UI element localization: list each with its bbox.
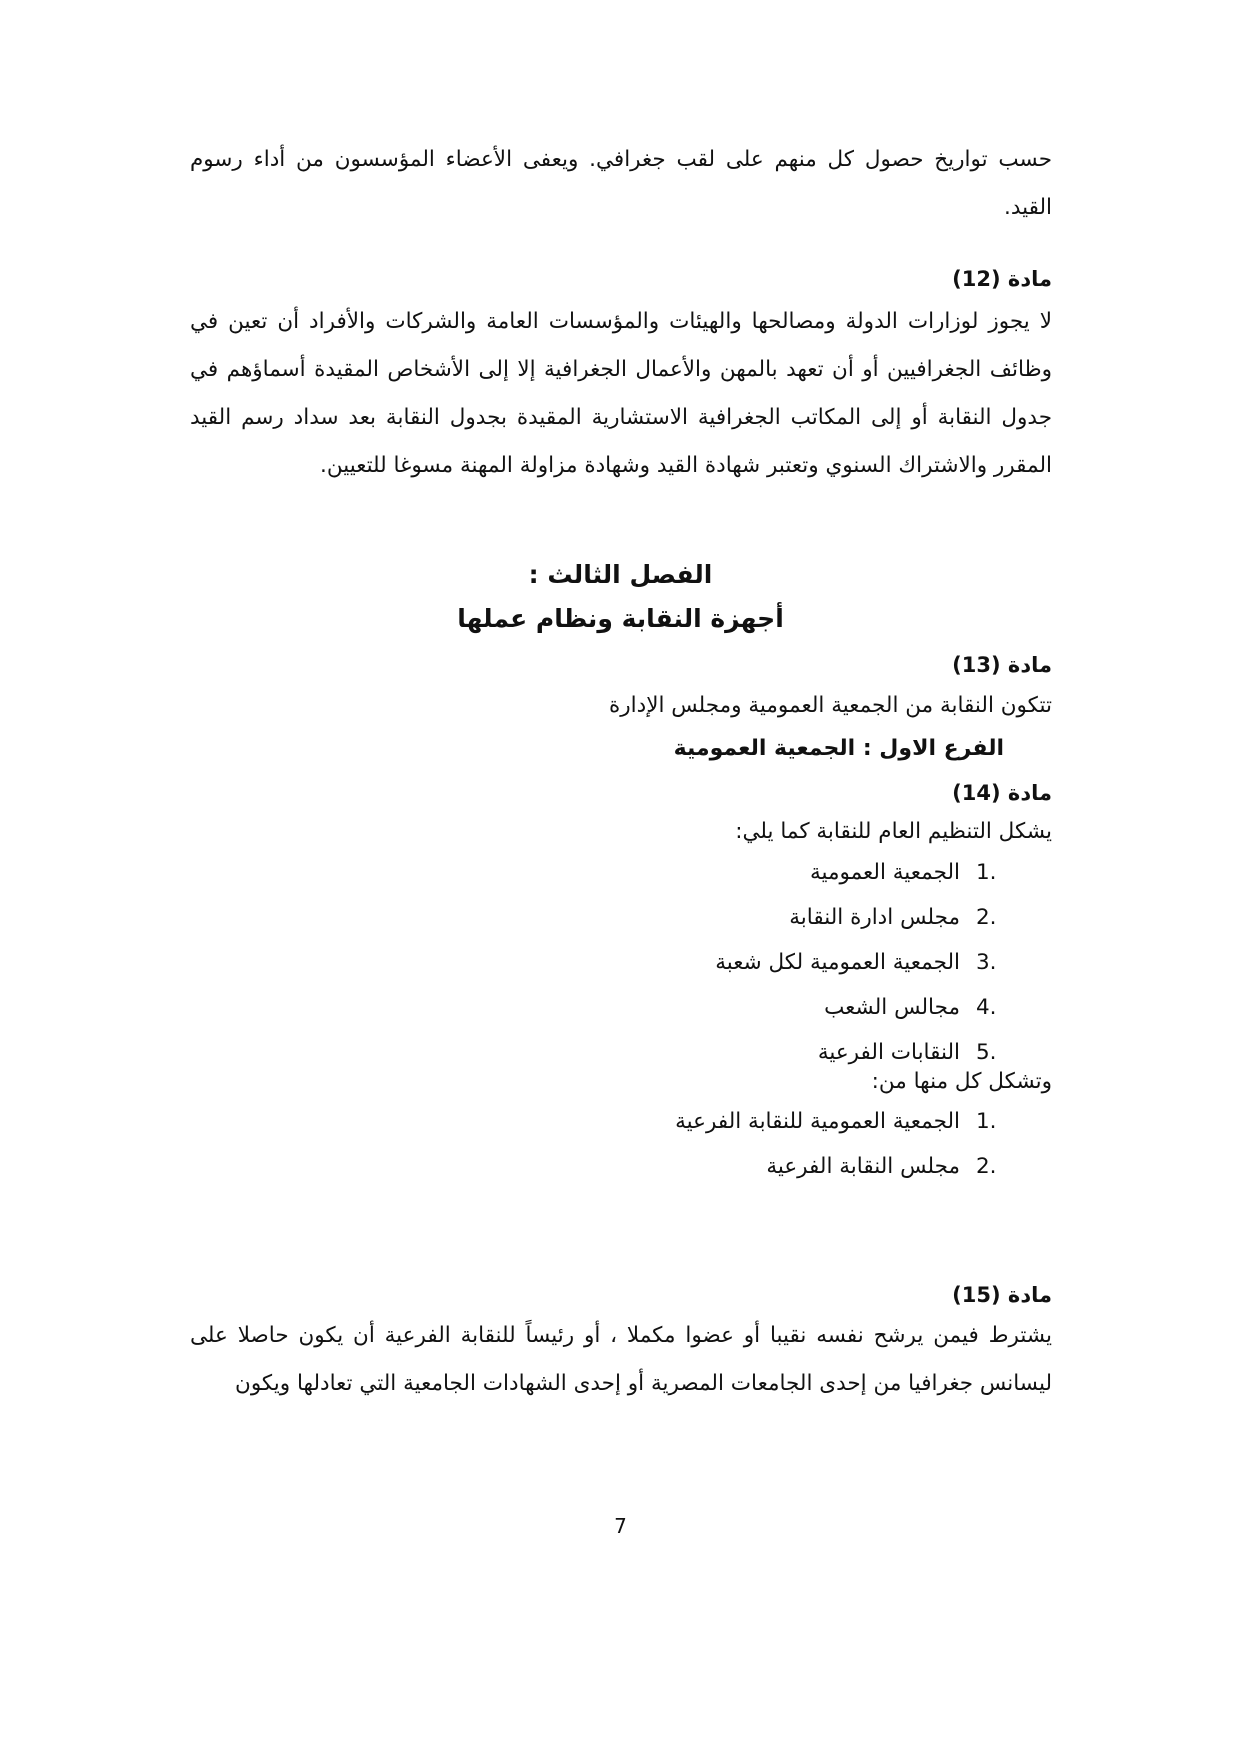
- list-number: 1.: [976, 1109, 997, 1134]
- article-14-heading: مادة (14): [952, 781, 1052, 805]
- list-item: [190, 1151, 1052, 1196]
- list-item: [190, 1106, 1052, 1151]
- article-15-heading: مادة (15): [952, 1283, 1052, 1307]
- article-12-heading: مادة (12): [952, 267, 1052, 291]
- page-number: 7: [614, 1514, 627, 1538]
- list-text: مجالس الشعب: [824, 995, 960, 1020]
- list-text: النقابات الفرعية: [817, 1040, 960, 1065]
- list-item: [190, 857, 1052, 902]
- branch-title: الفرع الاول : الجمعية العمومية: [673, 736, 1004, 761]
- list-item: [190, 992, 1052, 1037]
- article-13-text: تتكون النقابة من الجمعية العمومية ومجلس الإدارة: [609, 693, 1052, 718]
- branch-organization-list: [190, 1106, 1052, 1196]
- article-13-heading: مادة (13): [952, 653, 1052, 677]
- organization-list: [190, 857, 1052, 1082]
- list-text: الجمعية العمومية للنقابة الفرعية: [675, 1109, 960, 1134]
- article-15-text: يشترط فيمن يرشح نفسه نقيبا أو عضوا مكملا ، أو رئيساً للنقابة الفرعية أن يكون حاصلا على ليسانس جغرافيا من إحدى الجامعات المصرية أو إحدى الشهادات الجامعية التي تعادلها ويكون: [190, 1323, 1052, 1396]
- list-item: [190, 947, 1052, 992]
- list-number: 4.: [976, 995, 997, 1020]
- list-item: [190, 902, 1052, 947]
- list-text: الجمعية العمومية لكل شعبة: [715, 950, 960, 975]
- list-text: الجمعية العمومية: [809, 860, 960, 885]
- list-number: 2.: [976, 1154, 997, 1179]
- list-number: 2.: [976, 905, 997, 930]
- article-12-text: لا يجوز لوزارات الدولة ومصالحها والهيئات والمؤسسات العامة والشركات والأفراد أن تعين في وظائف الجغرافيين أو أن تعهد بالمهن والأعمال الجغرافية إلا إلى الأشخاص المقيدة أسماؤهم في جدول النقابة أو إلى المكاتب الجغرافية الاستشارية المقيدة بجدول النقابة بعد سداد رسم القيد المقرر والاشتراك السنوي وتعتبر شهادة القيد وشهادة مزاولة المهنة مسوغا للتعيين.: [190, 309, 1052, 478]
- list-text: مجلس النقابة الفرعية: [766, 1154, 960, 1179]
- article-14-sub-intro: وتشكل كل منها من:: [871, 1069, 1052, 1094]
- list-number: 1.: [976, 860, 997, 885]
- chapter-title: الفصل الثالث :: [528, 560, 713, 589]
- list-text: مجلس ادارة النقابة: [789, 905, 960, 930]
- article-14-intro: يشكل التنظيم العام للنقابة كما يلي:: [735, 819, 1052, 844]
- list-number: 5.: [976, 1040, 997, 1065]
- continuation-paragraph: حسب تواريخ حصول كل منهم على لقب جغرافي. ويعفى الأعضاء المؤسسون من أداء رسوم القيد.: [190, 147, 1052, 220]
- list-number: 3.: [976, 950, 997, 975]
- chapter-subtitle: أجهزة النقابة ونظام عملها: [457, 604, 784, 633]
